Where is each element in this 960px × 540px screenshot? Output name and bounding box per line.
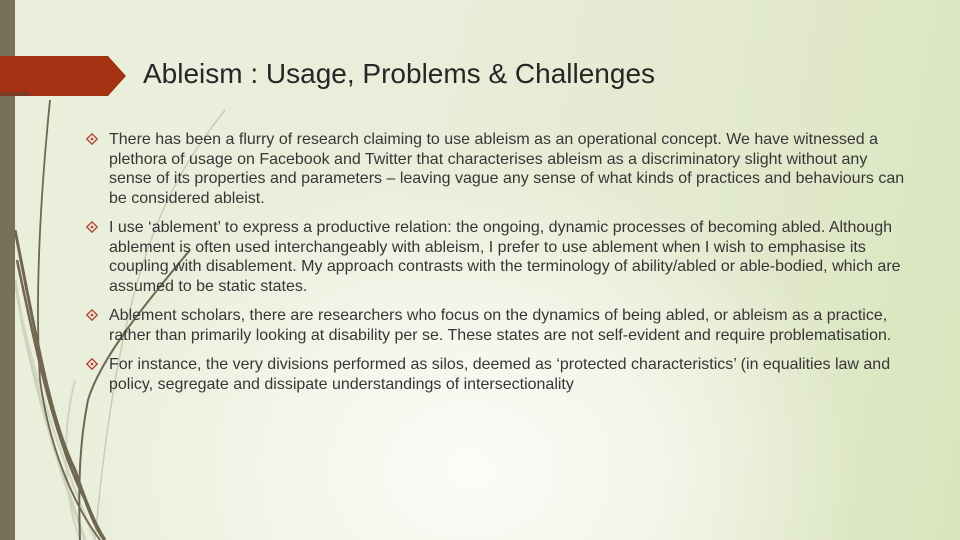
title-arrow-banner: [0, 56, 128, 98]
bullet-item: [86, 130, 906, 208]
diamond-bullet-icon: [86, 309, 98, 321]
bullet-text: For instance, the very divisions performed as silos, deemed as ‘protected characteristics’ (in equalities law and policy, segregate and dissipate understandings of intersectionality: [109, 356, 891, 393]
diamond-bullet-icon: [86, 221, 98, 233]
diamond-bullet-icon: [86, 358, 98, 370]
bullet-text: I use ‘ablement’ to express a productive relation: the ongoing, dynamic processes of becoming abled. Although ablement is often used interchangeably with ableism, I prefer to use ablement when I wish to emphasise its coupling with disablement. My approach contrasts with the terminology of ability/abled or able-bodied, which are assumed to be static states.: [109, 219, 901, 295]
bullet-text: There has been a flurry of research claiming to use ableism as an operational concept. We have witnessed a plethora of usage on Facebook and Twitter that characterises ableism as a discriminatory slight without any sense of its properties and parameters – leaving vague any sense of what kinds of practices and behaviours can be considered ableist.: [109, 131, 905, 207]
diamond-bullet-icon: [86, 133, 98, 145]
bullet-item: [86, 306, 906, 345]
bullet-text: Ablement scholars, there are researchers who focus on the dynamics of being abled, or ableism as a practice, rather than primarily looking at disability per se. These states are not self-evident and require problematisation.: [109, 307, 892, 344]
bullet-item: [86, 355, 906, 394]
bullet-list: [86, 130, 906, 404]
slide-title: Ableism : Usage, Problems & Challenges: [143, 58, 656, 89]
bullet-item: [86, 218, 906, 296]
